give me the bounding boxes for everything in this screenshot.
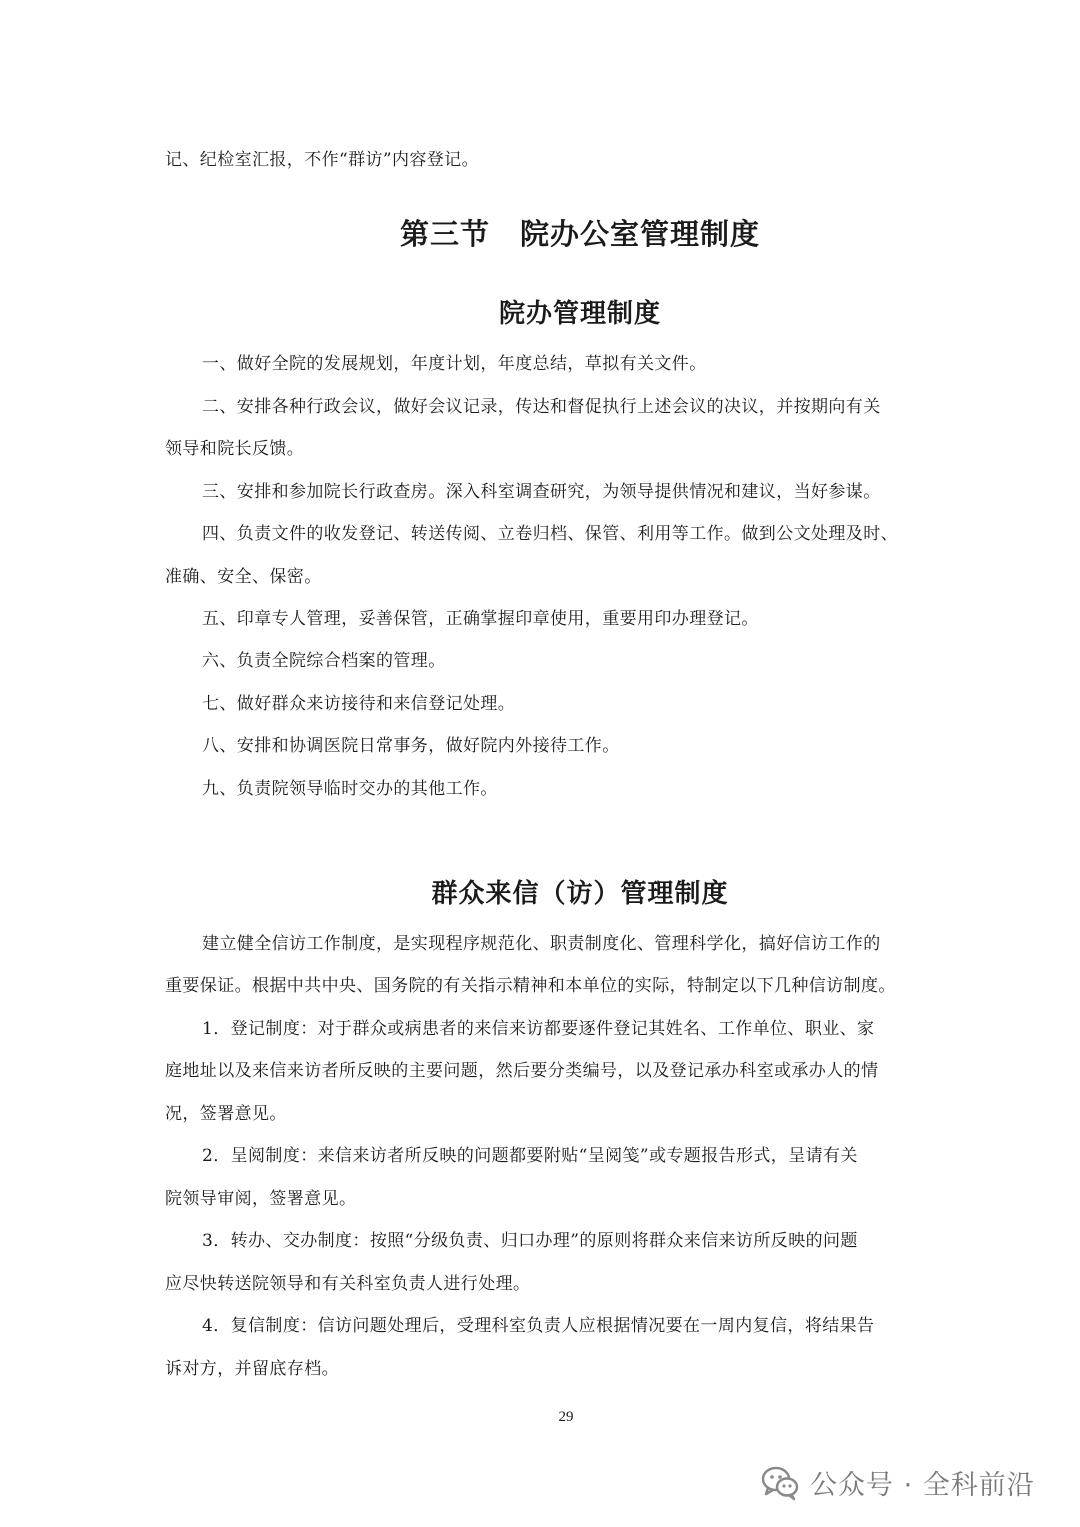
petition-rule-line: 应尽快转送院领导和有关科室负责人进行处理。 xyxy=(165,1274,531,1294)
petition-rule-line: 况，签署意见。 xyxy=(165,1104,287,1124)
office-rule-line: 九、负责院领导临时交办的其他工作。 xyxy=(202,779,498,799)
office-rule-line: 八、安排和协调医院日常事务，做好院内外接待工作。 xyxy=(202,736,620,756)
office-rule-line: 一、做好全院的发展规划，年度计划，年度总结，草拟有关文件。 xyxy=(202,354,707,374)
office-rule-line: 四、负责文件的收发登记、转送传阅、立卷归档、保管、利用等工作。做到公文处理及时、 xyxy=(202,524,898,544)
office-rules-title: 院办管理制度 xyxy=(498,299,661,329)
petition-rule-line: 建立健全信访工作制度，是实现程序规范化、职责制度化、管理科学化，搞好信访工作的 xyxy=(202,934,881,954)
office-rule-line: 五、印章专人管理，妥善保管，正确掌握印章使用，重要用印办理登记。 xyxy=(202,609,759,629)
petition-rule-line: 3．转办、交办制度：按照“分级负责、归口办理”的原则将群众来信来访所反映的问题 xyxy=(202,1231,858,1251)
office-rule-line: 六、负责全院综合档案的管理。 xyxy=(202,651,446,671)
petition-rule-line: 庭地址以及来信来访者所反映的主要问题，然后要分类编号，以及登记承办科室或承办人的情 xyxy=(165,1061,879,1081)
continuation-line: 记、纪检室汇报，不作“群访”内容登记。 xyxy=(165,150,479,170)
wechat-icon xyxy=(760,1462,800,1502)
petition-rule-line: 重要保证。根据中共中央、国务院的有关指示精神和本单位的实际，特制定以下几种信访制度。 xyxy=(165,976,896,996)
petition-rule-line: 院领导审阅，签署意见。 xyxy=(165,1189,357,1209)
office-rule-line: 领导和院长反馈。 xyxy=(165,439,305,459)
petition-rule-line: 1．登记制度：对于群众或病患者的来信来访都要逐件登记其姓名、工作单位、职业、家 xyxy=(202,1019,875,1039)
office-rule-line: 三、安排和参加院长行政查房。深入科室调查研究，为领导提供情况和建议，当好参谋。 xyxy=(202,482,881,502)
office-rule-line: 准确、安全、保密。 xyxy=(165,567,322,587)
office-rule-line: 二、安排各种行政会议，做好会议记录，传达和督促执行上述会议的决议，并按期向有关 xyxy=(202,397,881,417)
section-title: 第三节 院办公室管理制度 xyxy=(399,217,760,251)
account-watermark xyxy=(760,1460,1035,1504)
watermark-text: 公众号 · 全科前沿 xyxy=(810,1469,1035,1501)
petition-rule-line: 2．呈阅制度：来信来访者所反映的问题都要附贴“呈阅笺”或专题报告形式，呈请有关 xyxy=(202,1146,858,1166)
petition-rules-title: 群众来信（访）管理制度 xyxy=(431,879,729,909)
petition-rule-line: 诉对方，并留底存档。 xyxy=(165,1359,339,1379)
page-number: 29 xyxy=(558,1409,574,1425)
petition-rule-line: 4．复信制度：信访问题处理后，受理科室负责人应根据情况要在一周内复信，将结果告 xyxy=(202,1316,875,1336)
office-rule-line: 七、做好群众来访接待和来信登记处理。 xyxy=(202,694,516,714)
